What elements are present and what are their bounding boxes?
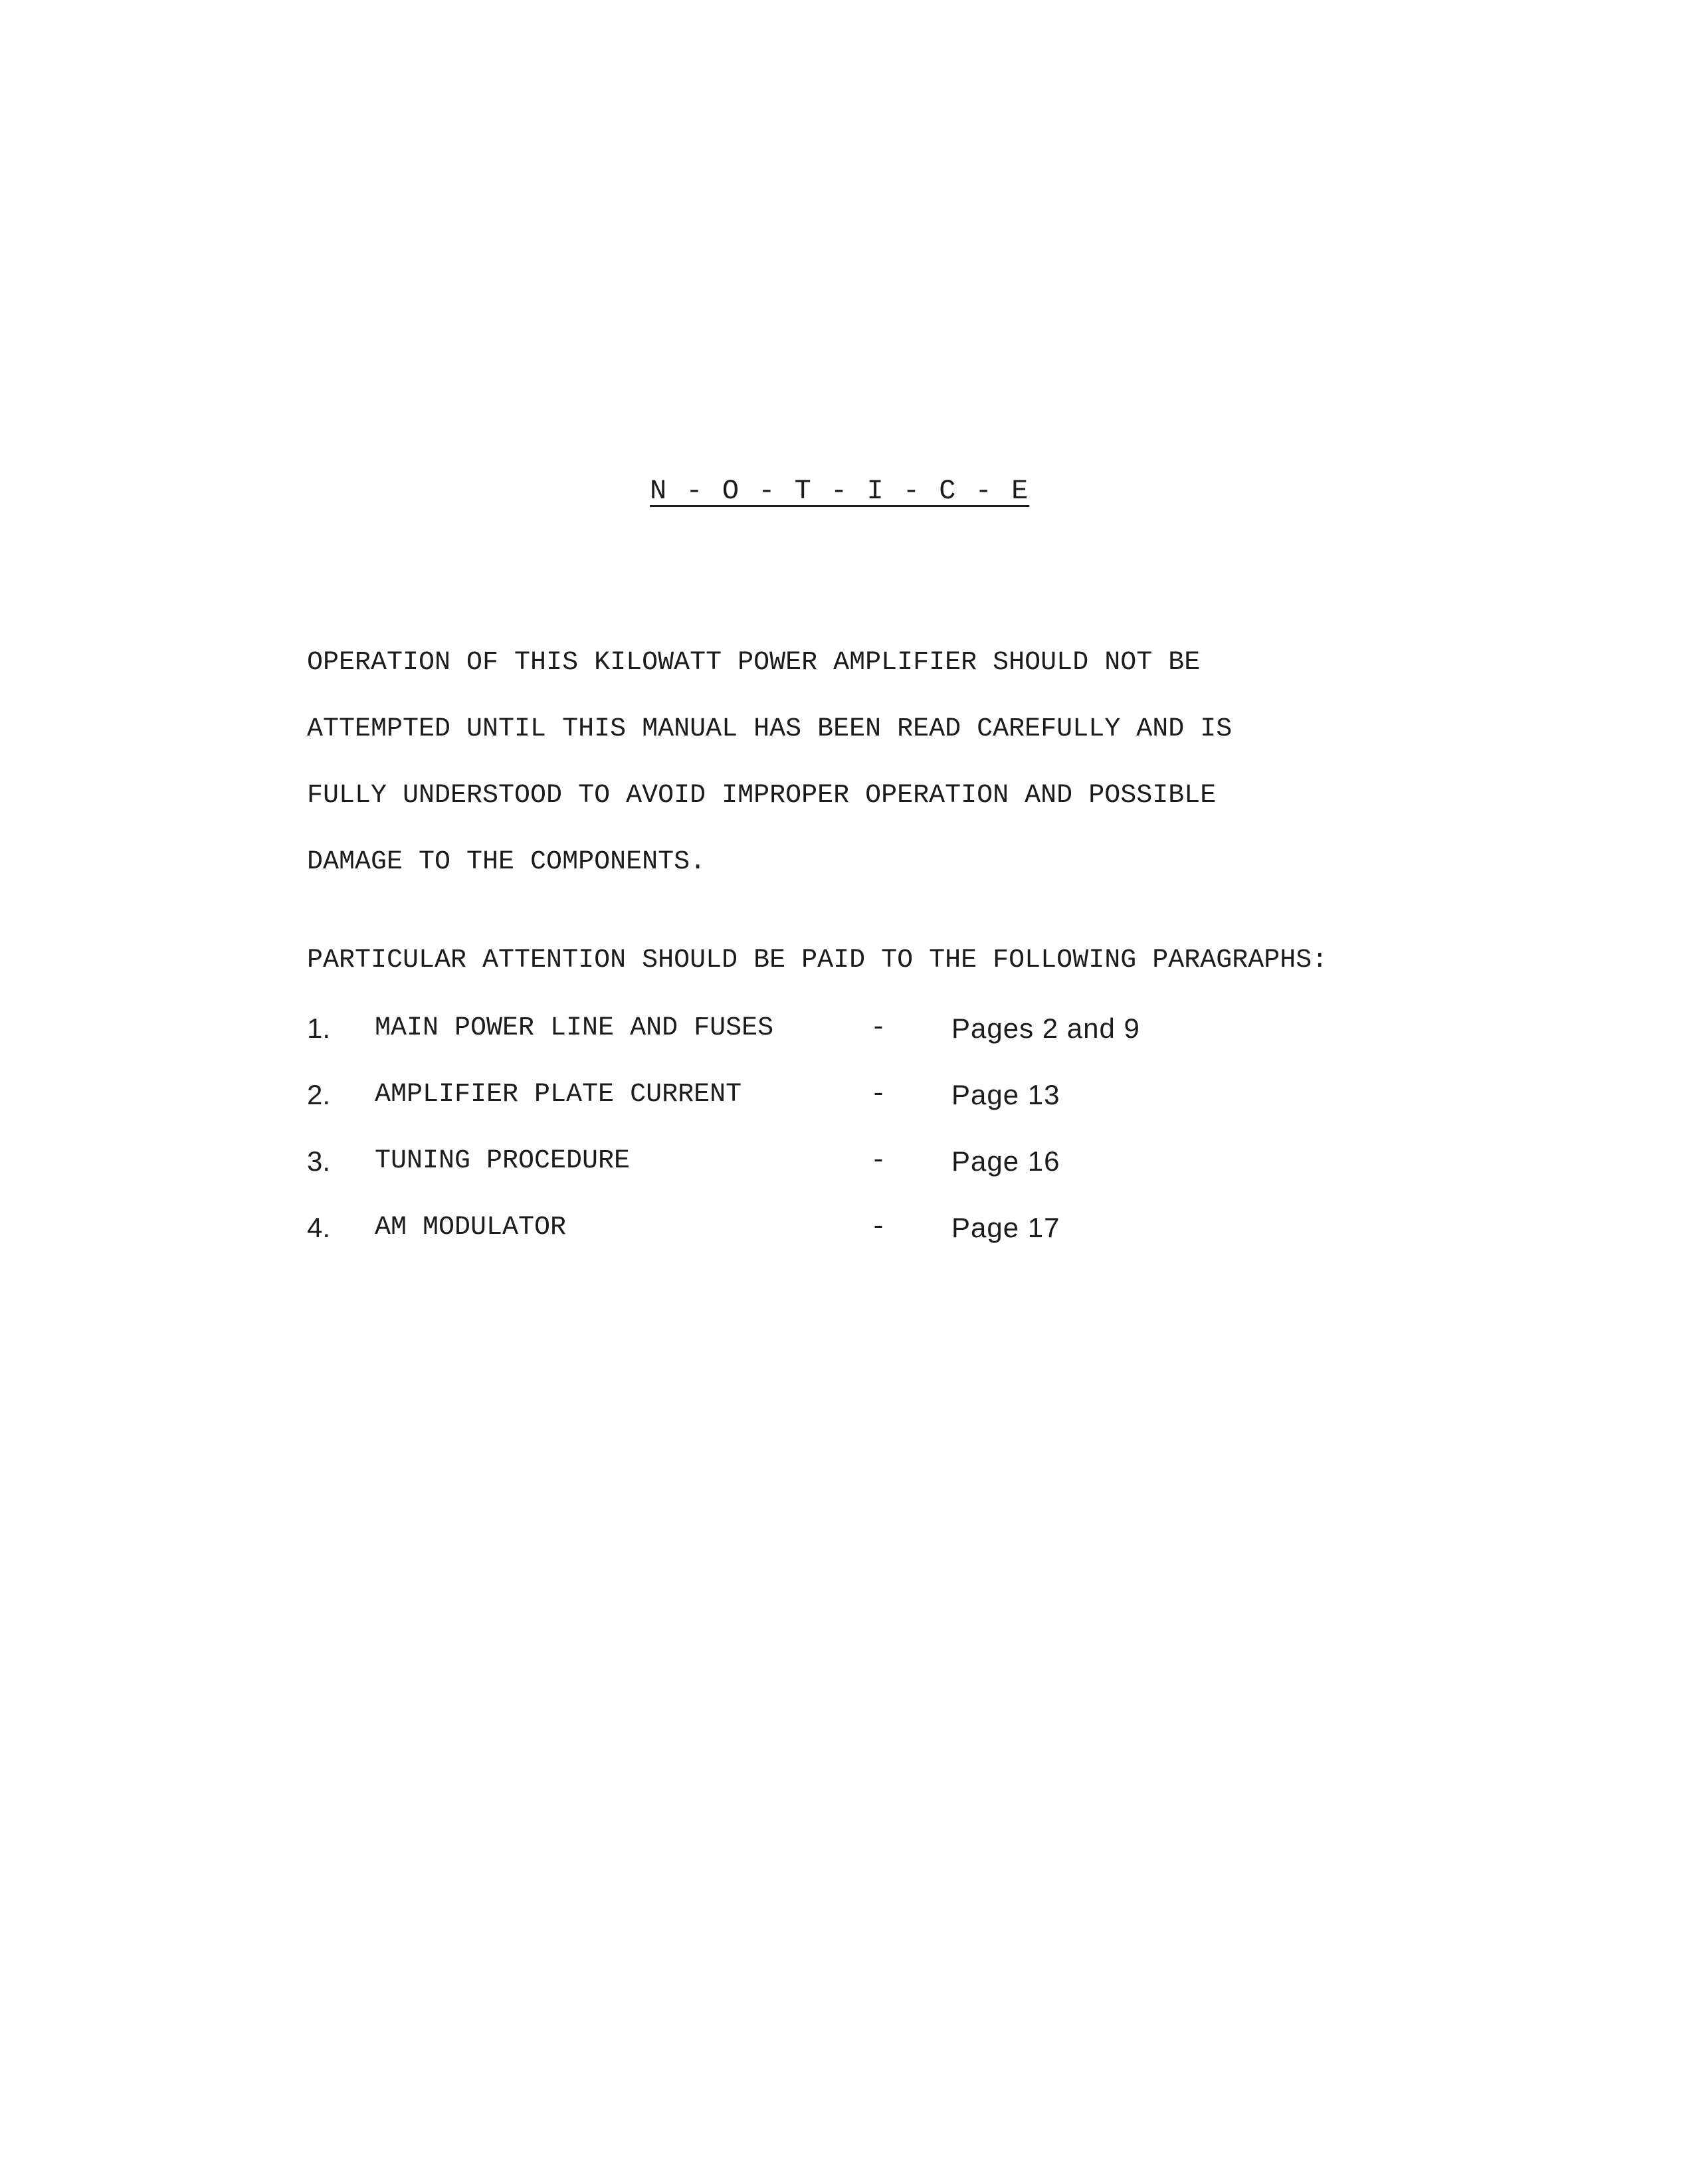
item-pages: Page 16 (951, 1145, 1060, 1177)
item-number: 4. (307, 1212, 331, 1243)
paragraph-line: OPERATION OF THIS KILOWATT POWER AMPLIFIER SHOULD NOT BE (307, 648, 1201, 678)
paragraph-line: DAMAGE TO THE COMPONENTS. (307, 847, 706, 877)
item-label: AMPLIFIER PLATE CURRENT (375, 1080, 742, 1110)
warning-paragraph (307, 645, 1569, 910)
item-label: TUNING PROCEDURE (375, 1146, 631, 1176)
attention-paragraph (307, 942, 1569, 1009)
item-number: 1. (307, 1013, 331, 1044)
item-dash: - (870, 1213, 887, 1242)
item-number: 2. (307, 1079, 331, 1110)
item-number: 3. (307, 1145, 331, 1177)
attention-line: PARTICULAR ATTENTION SHOULD BE PAID TO THE FOLLOWING PARAGRAPHS: (307, 945, 1328, 975)
item-dash: - (870, 1146, 887, 1176)
paragraph-line: ATTEMPTED UNTIL THIS MANUAL HAS BEEN READ CAREFULLY AND IS (307, 714, 1233, 744)
item-label: MAIN POWER LINE AND FUSES (375, 1013, 774, 1043)
item-pages: Pages 2 and 9 (951, 1013, 1140, 1044)
item-dash: - (870, 1013, 887, 1043)
item-pages: Page 13 (951, 1079, 1060, 1110)
notice-title: N - O - T - I - C - E (650, 475, 1030, 507)
item-label: AM MODULATOR (375, 1213, 567, 1242)
item-dash: - (870, 1080, 887, 1110)
paragraph-line: FULLY UNDERSTOOD TO AVOID IMPROPER OPERATION AND POSSIBLE (307, 781, 1217, 811)
item-pages: Page 17 (951, 1212, 1060, 1243)
